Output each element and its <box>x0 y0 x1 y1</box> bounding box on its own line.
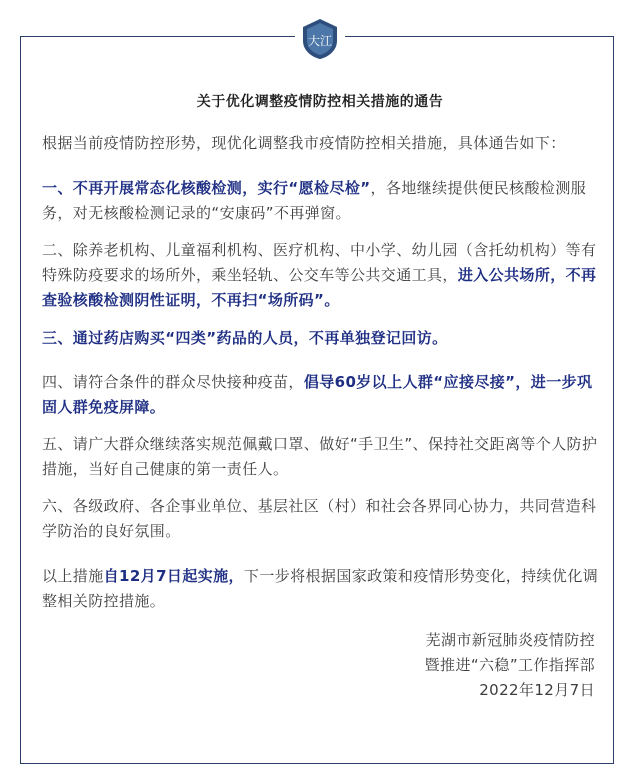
item-1-emphasis: 一、不再开展常态化核酸检测，实行“愿检尽检” <box>42 179 371 197</box>
signature-date: 2022年12月7日 <box>479 681 595 699</box>
logo-text: 大江 <box>307 34 333 48</box>
item-3 <box>42 326 602 351</box>
item-4-text: 四、请符合条件的群众尽快接种疫苗， <box>42 373 304 391</box>
closing-text-after: 下一步将根据国家政策和疫情形势变化，持续优化调整相关防控措施。 <box>42 567 599 610</box>
item-4-emphasis: 倡导60岁以上人群“应接尽接”，进一步巩固人群免疫屏障。 <box>42 373 593 416</box>
item-6 <box>42 494 602 544</box>
signature-org-line2: 暨推进“六稳”工作指挥部 <box>424 656 595 674</box>
logo <box>295 16 345 62</box>
notice-closing <box>42 564 602 614</box>
item-5-text: 五、请广大群众继续落实规范佩戴口罩、做好“手卫生”、保持社交距离等个人防护措施，当好自己健康的第一责任人。 <box>42 435 598 478</box>
item-1-text: ，各地继续提供便民核酸检测服务，对无核酸检测记录的“安康码”不再弹窗。 <box>42 179 587 222</box>
item-6-text: 六、各级政府、各企事业单位、基层社区（村）和社会各界同心协力，共同营造科学防治的良好氛围。 <box>42 497 597 540</box>
closing-text-before: 以上措施 <box>42 567 104 585</box>
notice-title: 关于优化调整疫情防控相关措施的通告 <box>196 94 444 110</box>
item-5 <box>42 432 602 482</box>
notice-intro: 根据当前疫情防控形势，现优化调整我市疫情防控相关措施，具体通告如下： <box>42 134 566 152</box>
item-4 <box>42 370 602 420</box>
closing-emphasis: 自12月7日起实施， <box>103 567 244 585</box>
item-2 <box>42 238 602 313</box>
item-2-emphasis: 进入公共场所，不再查验核酸检测阴性证明，不再扫“场所码”。 <box>42 266 597 309</box>
item-1 <box>42 176 602 226</box>
item-3-emphasis: 三、通过药店购买“四类”药品的人员，不再单独登记回访。 <box>42 329 448 347</box>
item-2-text: 二、除养老机构、儿童福利机构、医疗机构、中小学、幼儿园（含托幼机构）等有特殊防疫要求的场所外，乘坐轻轨、公交车等公共交通工具， <box>42 241 597 284</box>
signature-org-line1: 芜湖市新冠肺炎疫情防控 <box>425 631 595 649</box>
shield-emblem-icon <box>300 17 340 61</box>
